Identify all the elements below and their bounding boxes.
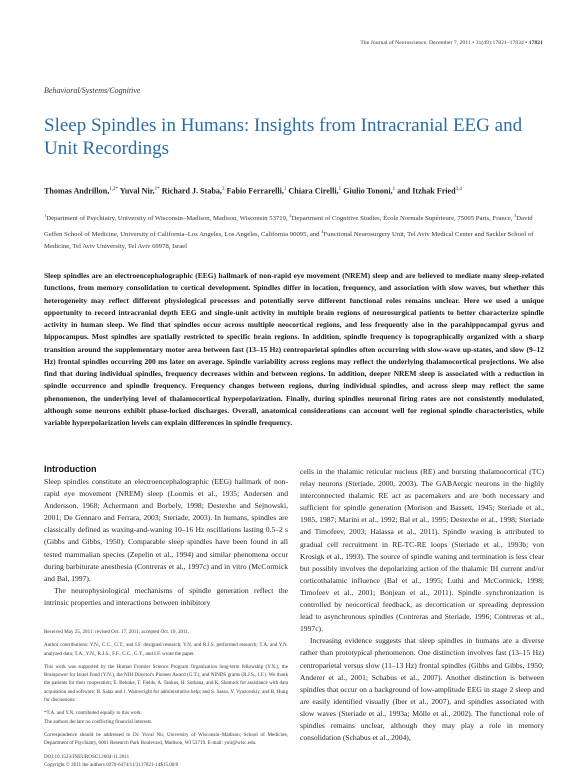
- intro-paragraph: Sleep spindles constitute an electroencephalographic (EEG) hallmark of non-rapid eye movement (NREM) sleep (Loomis et al., 1935; Andersen and Andersson, 1968; Achermann and Borbely, 1998; Destexhe and Sejnowski, 2001; De Gennaro and Ferrara, 2003; Steriade, 2003). In humans, spindles are classically defined as waxing-and-waning 10–16 Hz oscillations lasting 0.5–2 s (Gibbs and Gibbs, 1950). Comparable sleep spindles have been found in all tested mammalian species (Zepelin et al., 1994) and similar phenomena occur during barbiturate anesthesia (Contreras et al., 1997c) and in vitro (McCormick and Bal, 1997).: [44, 477, 288, 583]
- author-list: [44, 184, 549, 198]
- journal-citation: The Journal of Neuroscience, December 7, 2011 • 31(49):17821–17834: [360, 40, 524, 46]
- author-affiliation-mark: 1: [338, 187, 342, 192]
- footnote-funding: This work was supported by the Human Frontier Science Program Organization long-term fellowship (Y.N.), the Brainpower for Israel Fund (Y.N.), the NIH Director's Pioneer Award (G.T.), and NINDS grants (R.J.S., I.F.). We thank the patients for their cooperation; E. Behnke, T. Fields, A. Tankus, H. Suthana, and K. Shattuck for assistance with data acquisition and software; B. Salaz and J. Wainwright for administrative help; and S. Sasso, V. Vyazovskiy, and B. Hung for discussions.: [44, 663, 288, 704]
- affiliation-text: David Geffen School of Medicine, University of California–Los Angeles, Los Angeles, California 90095, and: [44, 215, 533, 238]
- right-column: [300, 466, 544, 744]
- left-column: [44, 464, 288, 609]
- introduction-heading: Introduction: [44, 464, 97, 474]
- affiliation-text: Department of Psychiatry, University of Wisconsin–Madison, Madison, Wisconsin 53719,: [46, 215, 290, 223]
- affiliation-mark: 4: [321, 228, 324, 234]
- running-head: [360, 40, 543, 46]
- intro-paragraph: Increasing evidence suggests that sleep spindles in humans are a diverse rather than prototypical phenomenon. One distinction involves fast (13–15 Hz) centroparietal versus slow (11–13 Hz) frontal spindles (Gibbs and Gibbs, 1950; Anderer et al., 2001; Schabus et al., 2007). Another distinction is between spindles that occur on a background of low-amplitude EEG in stage 2 sleep and are easily identified visually (Iber et al., 2007), and spindles associated with slow waves (Steriade et al., 1993a; Mölle et al., 2002). The functional role of spindles remains unclear, although they may play a role in memory consolidation (Schabus et al., 2004),: [300, 636, 544, 743]
- intro-paragraph: cells in the thalamic reticular nucleus (RE) and bursting thalamocortical (TC) relay neurons (Steriade, 2000, 2003). The GABAergic neurons in the highly interconnected thalamic RE act as pacemakers and are both necessary and sufficient for spindle generation (Morison and Bassett, 1945; Steriade et al., 1985, 1987; Marini et al., 1992; Bal et al., 1995; Destexhe et al., 1998; Steriade and Timofeev, 2003; Halassa et al., 2011). Spindle waxing is attributed to gradual cell recruitment in RE-TC-RE loops (Steriade et al., 1993b; von Krosigk et al., 1993). The source of spindle waning and termination is less clear but possibly involves the depolarizing action of the thalamic IH current and/or corticothalamic influence (Bal et al., 1995; Luthi and McCormick, 1998; Timofeev et al., 2001; Bonjean et al., 2011). Spindle synchronization is controlled by neocortical feedback, as decortication or spreading depression lead to asynchronous spindles (Contreras and Steriade, 1996; Contreras et al., 1997c).: [300, 467, 544, 634]
- footnote-received: Received May 25, 2011; revised Oct. 17, 2011; accepted Oct. 19, 2011.: [44, 629, 190, 635]
- author-affiliation-mark: 3: [221, 187, 225, 192]
- author-affiliation-mark: 3,4: [455, 187, 462, 192]
- author-name: Giulio Tononi,: [343, 186, 393, 196]
- author-name: Chiara Cirelli,: [288, 186, 339, 196]
- author-name: Richard J. Staba,: [161, 186, 222, 196]
- page-number: • 17821: [525, 40, 543, 46]
- affiliation-text: Department of Cognitive Studies, École Normale Supérieure, 75005 Paris, France,: [291, 215, 515, 223]
- affiliation-text: Functional Neurosurgery Unit, Tel Aviv Medical Center and Sackler School of Medicine, Tel Aviv University, Tel Aviv 69978, Israel: [44, 230, 534, 251]
- footnote-copyright: Copyright © 2011 the authors 0270-6474/11/3117821-14$15.00/0: [44, 761, 179, 768]
- footnote-correspondence: Correspondence should be addressed to Dr. Yuval Nir, University of Wisconsin–Madison, School of Medicine, Department of Psychiatry, 6001 Research Park Boulevard, Madison, WI 53719. E-mail: ynir@wisc.edu.: [44, 731, 288, 747]
- footnote-contributions: Author contributions: Y.N., C.C., G.T., and I.F. designed research; Y.N. and R.J.S. performed research; T.A. and Y.N. analyzed data; T.A., Y.N., R.J.S., F.F., C.C., G.T., and I.F. wrote the paper.: [44, 642, 288, 657]
- affiliation-mark: 2: [289, 213, 292, 218]
- footnote-equal-contribution: *T.A. and Y.N. contributed equally to this work.: [44, 710, 143, 717]
- author-name: Yuval Nir,: [119, 186, 155, 196]
- author-affiliation-mark: 1*: [154, 187, 160, 192]
- intro-paragraph: The neurophysiological mechanisms of spindle generation reflect the intrinsic properties and interactions between inhibitory: [44, 585, 288, 607]
- author-affiliation-mark: 1: [392, 187, 396, 192]
- abstract: Sleep spindles are an electroencephalographic (EEG) hallmark of non-rapid eye movement (NREM) sleep and are believed to mediate many sleep-related functions, from memory consolidation to cortical development. Spindles differ in location, frequency, and association with slow waves, but whether this heterogeneity may reflect different physiological processes and potentially serve different functional roles remains unclear. Here we used a unique opportunity to record intracranial depth EEG and single-unit activity in multiple brain regions of neurosurgical patients to better characterize spindle activity in human sleep. We find that spindles occur across multiple neocortical regions, and less frequently also in the parahippocampal gyrus and hippocampus. Most spindles are spatially restricted to specific brain regions. In addition, spindle frequency is topographically organized with a sharp transition around the supplementary motor area between fast (13–15 Hz) centroparietal spindles often occurring with slow-wave up-states, and slow (9–12 Hz) frontal spindles occurring 200 ms later on average. Spindle variability across regions may reflect the underlying thalamocortical projections. We also find that during individual spindles, frequency decreases within and between regions. In addition, deeper NREM sleep is associated with a reduction in spindle occurrence and spindle frequency. Frequency changes between regions, during individual spindles, and across sleep may reflect the same phenomenon, the underlying level of thalamocortical hyperpolarization. Finally, during spindles neuronal firing rates are not consistently modulated, although some neurons exhibit phase-locked discharges. Overall, anatomical considerations can account well for regional spindle characteristics, while variable hyperpolarization levels can explain differences in spindle frequency.: [44, 271, 544, 427]
- author-name: Thomas Andrillon,: [44, 186, 110, 196]
- footnote-conflicts: The authors declare no conflicting financial interests.: [44, 718, 153, 725]
- author-affiliation-mark: 1,2*: [109, 187, 118, 192]
- footnotes: [44, 628, 288, 769]
- affiliation-mark: 3: [514, 213, 517, 218]
- section-label: Behavioral/Systems/Cognitive: [44, 86, 141, 95]
- author-name: and Itzhak Fried: [397, 186, 456, 196]
- author-affiliation-mark: 1: [283, 187, 287, 192]
- article-title: Sleep Spindles in Humans: Insights from Intracranial EEG and Unit Recordings: [44, 115, 523, 159]
- affiliations: [44, 210, 549, 254]
- affiliation-mark: 1: [44, 213, 47, 218]
- footnote-doi: DOI:10.1523/JNEUROSCI.2604-11.2011: [44, 753, 130, 760]
- author-name: Fabio Ferrarelli,: [226, 186, 284, 196]
